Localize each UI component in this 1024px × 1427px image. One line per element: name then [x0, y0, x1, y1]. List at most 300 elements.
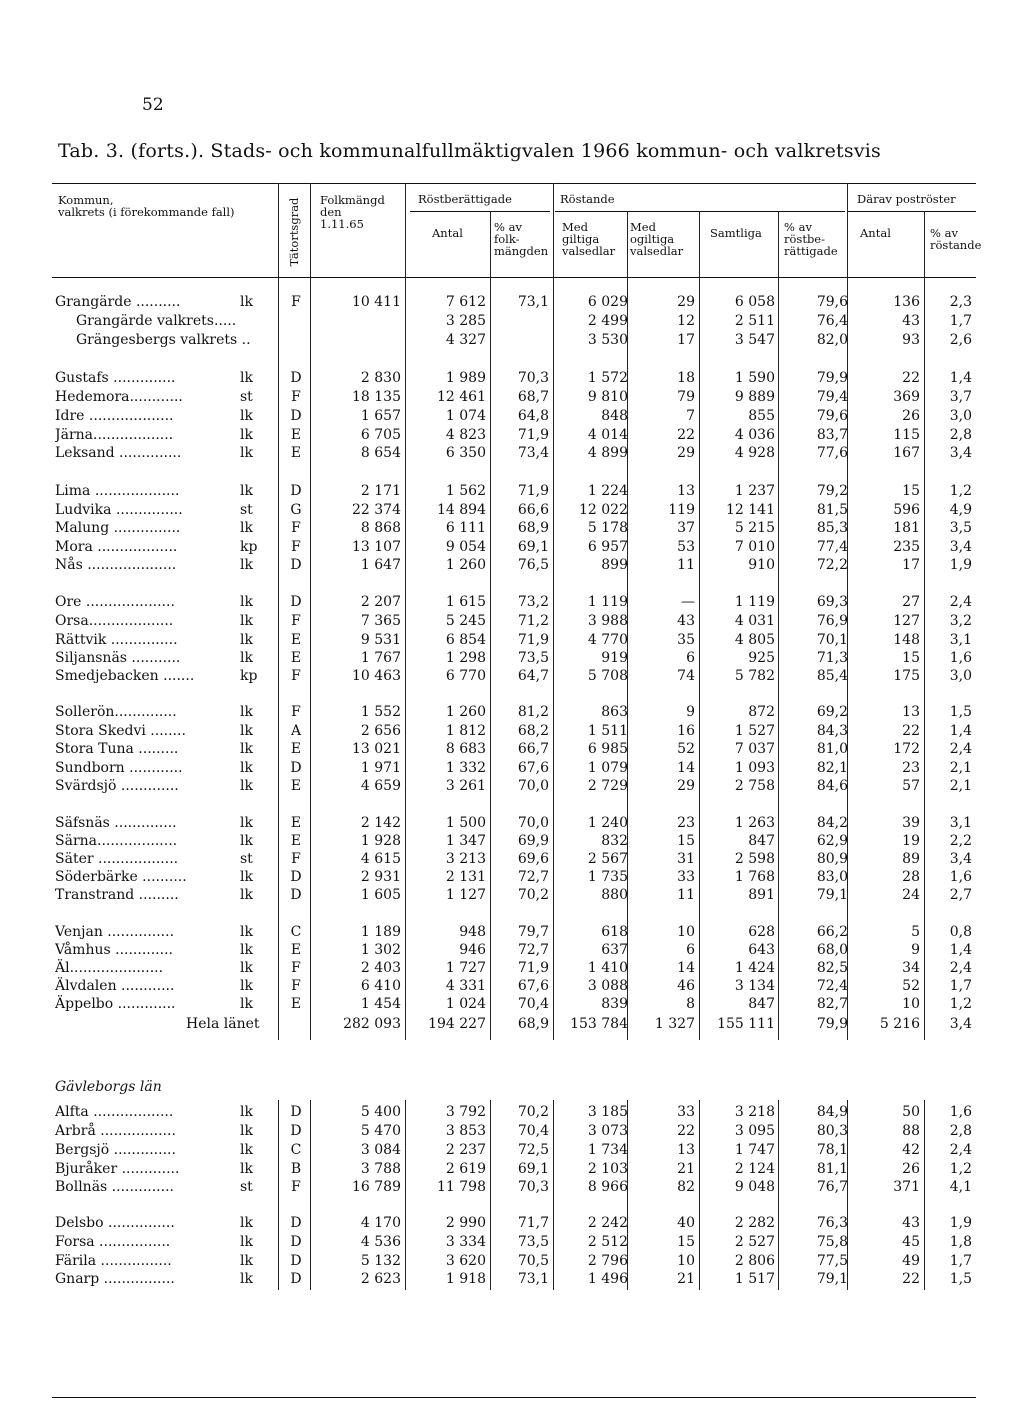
cell-folk: 1 647: [360, 557, 401, 573]
table-row: [0, 1159, 1024, 1179]
cell-name: Delsbo ...............: [55, 1215, 175, 1231]
cell-rbp: 70,5: [517, 1253, 549, 1269]
cell-rp: 79,9: [816, 370, 848, 386]
cell-ogiltiga: 10: [677, 924, 695, 940]
cell-samtliga: 1 590: [734, 370, 775, 386]
cell-name: Gnarp ................: [55, 1271, 175, 1287]
cell-rp: 84,6: [816, 778, 848, 794]
cell-folk: 1 928: [360, 833, 401, 849]
cell-name: Älvdalen ............: [55, 978, 175, 994]
cell-ogiltiga: 74: [677, 668, 695, 684]
cell-post: 175: [893, 668, 920, 684]
cell-rp: 84,2: [816, 815, 848, 831]
cell-samtliga: 847: [748, 996, 775, 1012]
cell-name: Färila ................: [55, 1253, 172, 1269]
cell-giltiga: 3 185: [587, 1104, 628, 1120]
page-number: 52: [142, 95, 164, 115]
table-row: [0, 648, 1024, 668]
cell-post: 28: [902, 869, 920, 885]
header-tatortsgrad: Tätortsgrad: [287, 197, 301, 267]
cell-rp: 80,9: [816, 851, 848, 867]
cell-giltiga: 863: [601, 704, 628, 720]
cell-rbp: 73,1: [517, 294, 549, 310]
cell-giltiga: 1 511: [587, 723, 628, 739]
cell-tat: D: [290, 887, 302, 903]
cell-samtliga: 2 527: [734, 1234, 775, 1250]
header-rostberattigade: Röstberättigade: [418, 192, 512, 206]
cell-pp: 1,2: [949, 996, 972, 1012]
header-post-antal: Antal: [860, 226, 891, 240]
cell-samtliga: 1 237: [734, 483, 775, 499]
cell-rb: 1 347: [445, 833, 486, 849]
cell-tat: A: [290, 723, 302, 739]
cell-post: 22: [902, 723, 920, 739]
cell-rbp: 70,2: [517, 887, 549, 903]
table-row: [0, 702, 1024, 722]
cell-samtliga: 3 547: [734, 332, 775, 348]
cell-pp: 1,8: [949, 1234, 972, 1250]
cell-samtliga: 1 768: [734, 869, 775, 885]
cell-giltiga: 6 985: [587, 741, 628, 757]
cell-folk: 4 536: [360, 1234, 401, 1250]
cell-typ: lk: [240, 960, 253, 976]
cell-rbp: 69,9: [517, 833, 549, 849]
cell-rp: 62,9: [816, 833, 848, 849]
cell-tat: D: [290, 557, 302, 573]
header-folkmangd: Folkmängd den 1.11.65: [320, 193, 385, 231]
cell-tat: E: [290, 427, 302, 443]
cell-tat: D: [290, 1123, 302, 1139]
cell-samtliga: 2 282: [734, 1215, 775, 1231]
cell-typ: lk: [240, 427, 253, 443]
cell-typ: lk: [240, 408, 253, 424]
cell-pp: 1,2: [949, 1161, 972, 1177]
cell-tat: F: [291, 539, 301, 555]
cell-rb: 2 237: [445, 1142, 486, 1158]
cell-post: 39: [902, 815, 920, 831]
table-row: [0, 922, 1024, 942]
cell-rp: 77,4: [816, 539, 848, 555]
cell-giltiga: 3 530: [587, 332, 628, 348]
cell-rbp: 71,9: [517, 427, 549, 443]
cell-ogiltiga: 33: [677, 1104, 695, 1120]
table-row: [0, 1213, 1024, 1233]
cell-rbp: 72,7: [517, 942, 549, 958]
cell-ogiltiga: 7: [686, 408, 695, 424]
cell-typ: lk: [240, 1123, 253, 1139]
cell-giltiga: 5 178: [587, 520, 628, 536]
cell-pp: 3,4: [949, 851, 972, 867]
cell-tat: F: [291, 613, 301, 629]
cell-name: Äppelbo .............: [55, 996, 176, 1012]
cell-typ: lk: [240, 294, 253, 310]
cell-rb: 4 327: [445, 332, 486, 348]
cell-samtliga: 4 805: [734, 632, 775, 648]
cell-giltiga: 839: [601, 996, 628, 1012]
cell-giltiga: 1 572: [587, 370, 628, 386]
cell-ogiltiga: 29: [677, 778, 695, 794]
cell-name: Grängesbergs valkrets ..: [76, 332, 251, 348]
table-row: [0, 630, 1024, 650]
cell-tat: F: [291, 978, 301, 994]
cell-samtliga: 4 036: [734, 427, 775, 443]
cell-ogiltiga: 82: [677, 1179, 695, 1195]
cell-giltiga: 832: [601, 833, 628, 849]
table-row: [0, 739, 1024, 759]
cell-typ: lk: [240, 613, 253, 629]
table-row: [0, 368, 1024, 388]
cell-post: 43: [902, 1215, 920, 1231]
header-samtliga: Samtliga: [710, 226, 762, 240]
cell-typ: lk: [240, 483, 253, 499]
cell-rb: 1 812: [445, 723, 486, 739]
cell-rp: 83,7: [816, 427, 848, 443]
cell-pp: 3,0: [949, 668, 972, 684]
cell-rp: 79,1: [816, 887, 848, 903]
cell-pp: 2,4: [949, 594, 972, 610]
cell-ogiltiga: 21: [677, 1271, 695, 1287]
table-row: [0, 1177, 1024, 1197]
cell-folk: 2 931: [360, 869, 401, 885]
cell-rp: 81,0: [816, 741, 848, 757]
cell-tat: E: [290, 996, 302, 1012]
cell-typ: lk: [240, 1104, 253, 1120]
cell-typ: lk: [240, 833, 253, 849]
cell-samtliga: 1 747: [734, 1142, 775, 1158]
cell-pp: 1,4: [949, 942, 972, 958]
cell-folk: 4 659: [360, 778, 401, 794]
cell-rp: 76,9: [816, 613, 848, 629]
cell-giltiga: 3 073: [587, 1123, 628, 1139]
cell-samtliga: 891: [748, 887, 775, 903]
cell-post: 136: [893, 294, 920, 310]
cell-rp: 72,4: [816, 978, 848, 994]
table-row: [0, 831, 1024, 851]
cell-rbp: 70,4: [517, 1123, 549, 1139]
cell-ogiltiga: 22: [677, 427, 695, 443]
cell-rbp: 72,7: [517, 869, 549, 885]
cell-rbp: 70,4: [517, 996, 549, 1012]
cell-typ: lk: [240, 520, 253, 536]
cell-tat: E: [290, 815, 302, 831]
cell-name: Orsa...................: [55, 613, 174, 629]
cell-folk: 2 830: [360, 370, 401, 386]
cell-name: Alfta ..................: [55, 1104, 174, 1120]
cell-post: 27: [902, 594, 920, 610]
cell-rb: 11 798: [437, 1179, 486, 1195]
cell-tat: F: [291, 668, 301, 684]
cell-rb: 1 332: [445, 760, 486, 776]
cell-giltiga: 880: [601, 887, 628, 903]
cell-pp: 2,3: [949, 294, 972, 310]
cell-folk: 8 868: [360, 520, 401, 536]
cell-rp: 79,6: [816, 408, 848, 424]
cell-rp: 75,8: [816, 1234, 848, 1250]
cell-rbp: 73,2: [517, 594, 549, 610]
cell-samtliga: 1 263: [734, 815, 775, 831]
cell-ogiltiga: 23: [677, 815, 695, 831]
cell-rb: 1 074: [445, 408, 486, 424]
cell-samtliga: 2 758: [734, 778, 775, 794]
header-darav-postroster: Därav poströster: [857, 192, 956, 206]
table-row: [0, 721, 1024, 741]
cell-rb: 2 619: [445, 1161, 486, 1177]
table-row: [0, 1232, 1024, 1252]
rostberattigade-rule: [410, 211, 550, 212]
cell-giltiga: 3 988: [587, 613, 628, 629]
cell-samtliga: 9 889: [734, 389, 775, 405]
cell-rbp: 68,2: [517, 723, 549, 739]
cell-post: 115: [893, 427, 920, 443]
cell-giltiga: 618: [601, 924, 628, 940]
table-row: [0, 443, 1024, 463]
cell-ogiltiga: 16: [677, 723, 695, 739]
cell-rb: 14 894: [437, 502, 486, 518]
cell-tat: D: [290, 869, 302, 885]
cell-name: Äl.....................: [55, 960, 164, 976]
cell-post: 45: [902, 1234, 920, 1250]
cell-pp: 1,5: [949, 704, 972, 720]
total-cell-rbp: 68,9: [517, 1016, 549, 1032]
cell-pp: 2,4: [949, 1142, 972, 1158]
cell-rbp: 71,9: [517, 632, 549, 648]
cell-name: Sollerön..............: [55, 704, 177, 720]
cell-rp: 84,9: [816, 1104, 848, 1120]
table-row: [0, 776, 1024, 796]
cell-ogiltiga: 29: [677, 445, 695, 461]
cell-samtliga: 925: [748, 650, 775, 666]
cell-name: Arbrå .................: [55, 1123, 176, 1139]
cell-pp: 1,9: [949, 557, 972, 573]
table-row: [0, 758, 1024, 778]
cell-samtliga: 4 928: [734, 445, 775, 461]
cell-folk: 22 374: [352, 502, 401, 518]
cell-rbp: 73,5: [517, 650, 549, 666]
cell-ogiltiga: 15: [677, 1234, 695, 1250]
cell-typ: lk: [240, 1253, 253, 1269]
cell-pp: 3,7: [949, 389, 972, 405]
cell-pp: 1,6: [949, 650, 972, 666]
cell-post: 9: [911, 942, 920, 958]
cell-ogiltiga: 8: [686, 996, 695, 1012]
cell-folk: 2 656: [360, 723, 401, 739]
cell-ogiltiga: 40: [677, 1215, 695, 1231]
cell-tat: F: [291, 294, 301, 310]
cell-giltiga: 848: [601, 408, 628, 424]
cell-folk: 2 207: [360, 594, 401, 610]
cell-pp: 4,9: [949, 502, 972, 518]
cell-post: 57: [902, 778, 920, 794]
cell-pp: 4,1: [949, 1179, 972, 1195]
cell-folk: 8 654: [360, 445, 401, 461]
cell-rbp: 70,2: [517, 1104, 549, 1120]
cell-pp: 1,2: [949, 483, 972, 499]
cell-rb: 4 331: [445, 978, 486, 994]
cell-tat: C: [290, 924, 302, 940]
cell-name: Våmhus .............: [55, 942, 173, 958]
cell-rb: 7 612: [445, 294, 486, 310]
cell-rbp: 66,6: [517, 502, 549, 518]
cell-name: Venjan ...............: [55, 924, 175, 940]
cell-giltiga: 5 708: [587, 668, 628, 684]
cell-ogiltiga: 15: [677, 833, 695, 849]
cell-pp: 2,2: [949, 833, 972, 849]
cell-post: 15: [902, 650, 920, 666]
cell-giltiga: 9 810: [587, 389, 628, 405]
cell-tat: D: [290, 1104, 302, 1120]
cell-name: Söderbärke ..........: [55, 869, 187, 885]
cell-rbp: 73,5: [517, 1234, 549, 1250]
cell-rbp: 79,7: [517, 924, 549, 940]
cell-name: Mora ..................: [55, 539, 178, 555]
cell-rp: 72,2: [816, 557, 848, 573]
total-cell-samtliga: 155 111: [717, 1016, 775, 1032]
total-row: [0, 1014, 1024, 1034]
cell-folk: 1 971: [360, 760, 401, 776]
cell-samtliga: 643: [748, 942, 775, 958]
cell-typ: st: [240, 389, 253, 405]
cell-post: 172: [893, 741, 920, 757]
total-row-label: Hela länet: [186, 1016, 260, 1032]
cell-typ: kp: [240, 668, 258, 684]
cell-folk: 7 365: [360, 613, 401, 629]
table-row: [0, 592, 1024, 612]
cell-pp: 0,8: [949, 924, 972, 940]
cell-name: Rättvik ...............: [55, 632, 178, 648]
cell-post: 181: [893, 520, 920, 536]
cell-folk: 1 657: [360, 408, 401, 424]
header-bottom-rule: [52, 277, 976, 278]
cell-ogiltiga: 33: [677, 869, 695, 885]
cell-rbp: 69,1: [517, 539, 549, 555]
cell-pp: 3,5: [949, 520, 972, 536]
cell-tat: E: [290, 833, 302, 849]
cell-pp: 2,1: [949, 778, 972, 794]
cell-giltiga: 2 512: [587, 1234, 628, 1250]
table-row: [0, 885, 1024, 905]
cell-post: 22: [902, 370, 920, 386]
cell-typ: lk: [240, 887, 253, 903]
table-row: [0, 1140, 1024, 1160]
cell-rb: 4 823: [445, 427, 486, 443]
cell-rp: 82,0: [816, 332, 848, 348]
cell-post: 43: [902, 313, 920, 329]
cell-ogiltiga: 52: [677, 741, 695, 757]
cell-tat: D: [290, 594, 302, 610]
cell-giltiga: 8 966: [587, 1179, 628, 1195]
cell-rb: 6 350: [445, 445, 486, 461]
cell-ogiltiga: 35: [677, 632, 695, 648]
cell-pp: 2,8: [949, 1123, 972, 1139]
cell-giltiga: 2 567: [587, 851, 628, 867]
cell-rb: 3 853: [445, 1123, 486, 1139]
cell-ogiltiga: 21: [677, 1161, 695, 1177]
cell-rb: 3 792: [445, 1104, 486, 1120]
table-row: [0, 958, 1024, 978]
cell-pp: 3,4: [949, 539, 972, 555]
cell-samtliga: 1 424: [734, 960, 775, 976]
cell-tat: B: [290, 1161, 302, 1177]
cell-folk: 16 789: [352, 1179, 401, 1195]
table-row: [0, 611, 1024, 631]
cell-post: 5: [911, 924, 920, 940]
cell-ogiltiga: 18: [677, 370, 695, 386]
cell-rb: 3 261: [445, 778, 486, 794]
cell-rbp: 66,7: [517, 741, 549, 757]
table-row: [0, 537, 1024, 557]
table-row: [0, 481, 1024, 501]
cell-rb: 1 727: [445, 960, 486, 976]
cell-ogiltiga: 13: [677, 1142, 695, 1158]
cell-folk: 2 142: [360, 815, 401, 831]
cell-ogiltiga: 43: [677, 613, 695, 629]
cell-ogiltiga: 11: [677, 557, 695, 573]
cell-name: Idre ...................: [55, 408, 174, 424]
cell-ogiltiga: 6: [686, 650, 695, 666]
cell-name: Smedjebacken .......: [55, 668, 195, 684]
cell-rp: 66,2: [816, 924, 848, 940]
cell-tat: D: [290, 370, 302, 386]
cell-rp: 82,7: [816, 996, 848, 1012]
cell-typ: lk: [240, 557, 253, 573]
cell-ogiltiga: 13: [677, 483, 695, 499]
cell-post: 50: [902, 1104, 920, 1120]
cell-tat: D: [290, 483, 302, 499]
cell-folk: 2 623: [360, 1271, 401, 1287]
cell-pp: 3,1: [949, 632, 972, 648]
cell-rp: 69,2: [816, 704, 848, 720]
cell-rbp: 71,2: [517, 613, 549, 629]
cell-rp: 69,3: [816, 594, 848, 610]
cell-typ: lk: [240, 1142, 253, 1158]
cell-rb: 3 620: [445, 1253, 486, 1269]
cell-samtliga: 3 218: [734, 1104, 775, 1120]
cell-folk: 4 170: [360, 1215, 401, 1231]
cell-name: Lima ...................: [55, 483, 180, 499]
header-rb-antal: Antal: [432, 226, 463, 240]
cell-rb: 3 213: [445, 851, 486, 867]
cell-rbp: 67,6: [517, 978, 549, 994]
cell-samtliga: 1 093: [734, 760, 775, 776]
cell-pp: 3,0: [949, 408, 972, 424]
cell-ogiltiga: 14: [677, 960, 695, 976]
cell-giltiga: 4 770: [587, 632, 628, 648]
cell-typ: lk: [240, 815, 253, 831]
cell-tat: E: [290, 942, 302, 958]
cell-post: 34: [902, 960, 920, 976]
cell-rb: 12 461: [437, 389, 486, 405]
cell-tat: F: [291, 960, 301, 976]
cell-rp: 79,1: [816, 1271, 848, 1287]
cell-giltiga: 1 496: [587, 1271, 628, 1287]
cell-pp: 2,7: [949, 887, 972, 903]
cell-rb: 5 245: [445, 613, 486, 629]
cell-name: Särna..................: [55, 833, 178, 849]
cell-folk: 5 132: [360, 1253, 401, 1269]
cell-typ: lk: [240, 704, 253, 720]
cell-ogiltiga: 17: [677, 332, 695, 348]
cell-post: 15: [902, 483, 920, 499]
cell-rp: 83,0: [816, 869, 848, 885]
cell-giltiga: 1 079: [587, 760, 628, 776]
cell-rbp: 70,3: [517, 1179, 549, 1195]
cell-rb: 1 500: [445, 815, 486, 831]
cell-folk: 6 410: [360, 978, 401, 994]
cell-giltiga: 1 735: [587, 869, 628, 885]
cell-rp: 82,5: [816, 960, 848, 976]
header-pct-rost: % av röstbe- rättigade: [784, 220, 838, 258]
cell-pp: 2,4: [949, 960, 972, 976]
